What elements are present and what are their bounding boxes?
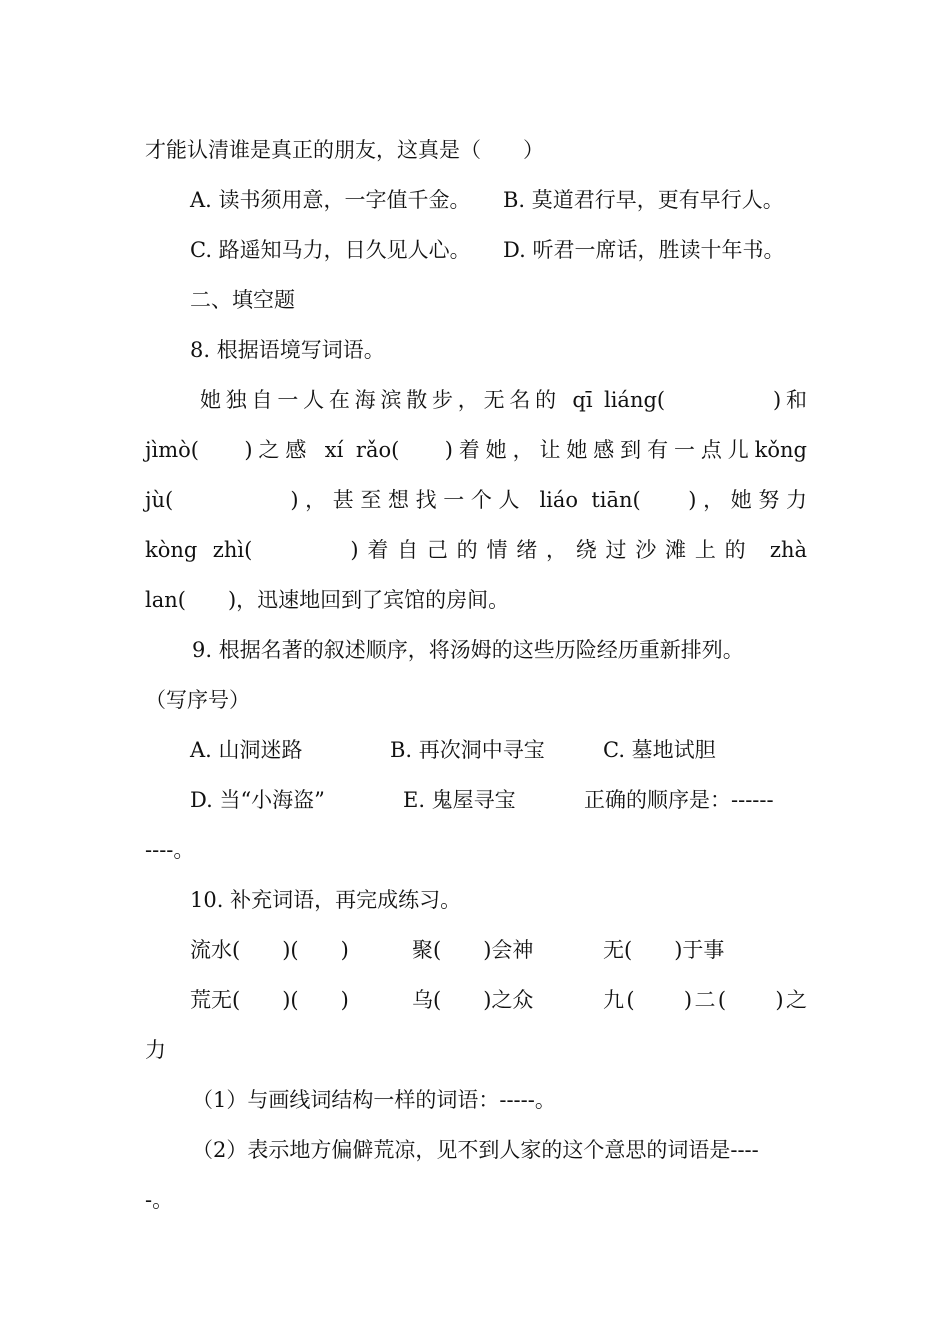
q10-subquestion-2: （2）表示地方偏僻荒凉，见不到人家的这个意思的词语是---- bbox=[192, 1138, 759, 1162]
q7-option-d: D. 听君一席话，胜读十年书。 bbox=[503, 238, 785, 262]
q9-item-e: E. 鬼屋寻宝 bbox=[403, 788, 516, 812]
section-heading-fill-blank: 二、填空题 bbox=[190, 288, 295, 312]
q10-prompt: 10. 补充词语，再完成练习。 bbox=[190, 888, 462, 912]
q9-item-a: A. 山洞迷路 bbox=[190, 738, 303, 762]
q7-option-c: C. 路遥知马力，日久见人心。 bbox=[190, 238, 471, 262]
q7-option-a: A. 读书须用意，一字值千金。 bbox=[190, 188, 471, 212]
q10-word-4: 荒无( )( ) bbox=[190, 988, 349, 1012]
q8-passage-line-3: jù( )，甚至想找一个人 liáo tiān( )，她努力 bbox=[145, 488, 807, 512]
q9-item-d: D. 当“小海盗” bbox=[190, 788, 325, 812]
q9-answer-label: 正确的顺序是：------ bbox=[584, 788, 774, 812]
q8-passage-line-5: lan( )，迅速地回到了宾馆的房间。 bbox=[145, 588, 510, 612]
q9-answer-blank-tail: ----。 bbox=[145, 838, 195, 862]
q9-item-c: C. 墓地试胆 bbox=[603, 738, 716, 762]
q10-word-6: 九( )二( )之 bbox=[603, 988, 807, 1012]
q10-word-1: 流水( )( ) bbox=[190, 938, 349, 962]
q10-word-6-tail: 力 bbox=[145, 1038, 166, 1062]
q10-word-2: 聚( )会神 bbox=[412, 938, 534, 962]
q8-passage-line-4: kòng zhì( )着自己的情绪，绕过沙滩上的 zhà bbox=[145, 538, 807, 562]
q7-stem-tail: 才能认清谁是真正的朋友，这真是（ ） bbox=[145, 138, 544, 162]
q9-item-b: B. 再次洞中寻宝 bbox=[390, 738, 545, 762]
q9-prompt: 9. 根据名著的叙述顺序，将汤姆的这些历险经历重新排列。 bbox=[192, 638, 744, 662]
q8-passage-line-2: jìmò( )之感 xí rǎo( )着她，让她感到有一点儿kǒng bbox=[145, 438, 807, 462]
q8-passage-line-1: 她独自一人在海滨散步，无名的 qī liáng( )和 bbox=[200, 388, 807, 412]
q10-word-3: 无( )于事 bbox=[603, 938, 725, 962]
q8-prompt: 8. 根据语境写词语。 bbox=[190, 338, 385, 362]
q9-prompt-note: （写序号） bbox=[145, 688, 250, 712]
q10-subquestion-1: （1）与画线词结构一样的词语：-----。 bbox=[192, 1088, 556, 1112]
q10-word-5: 乌( )之众 bbox=[412, 988, 534, 1012]
q10-subquestion-2-tail: -。 bbox=[145, 1188, 174, 1212]
q7-option-b: B. 莫道君行早，更有早行人。 bbox=[503, 188, 784, 212]
